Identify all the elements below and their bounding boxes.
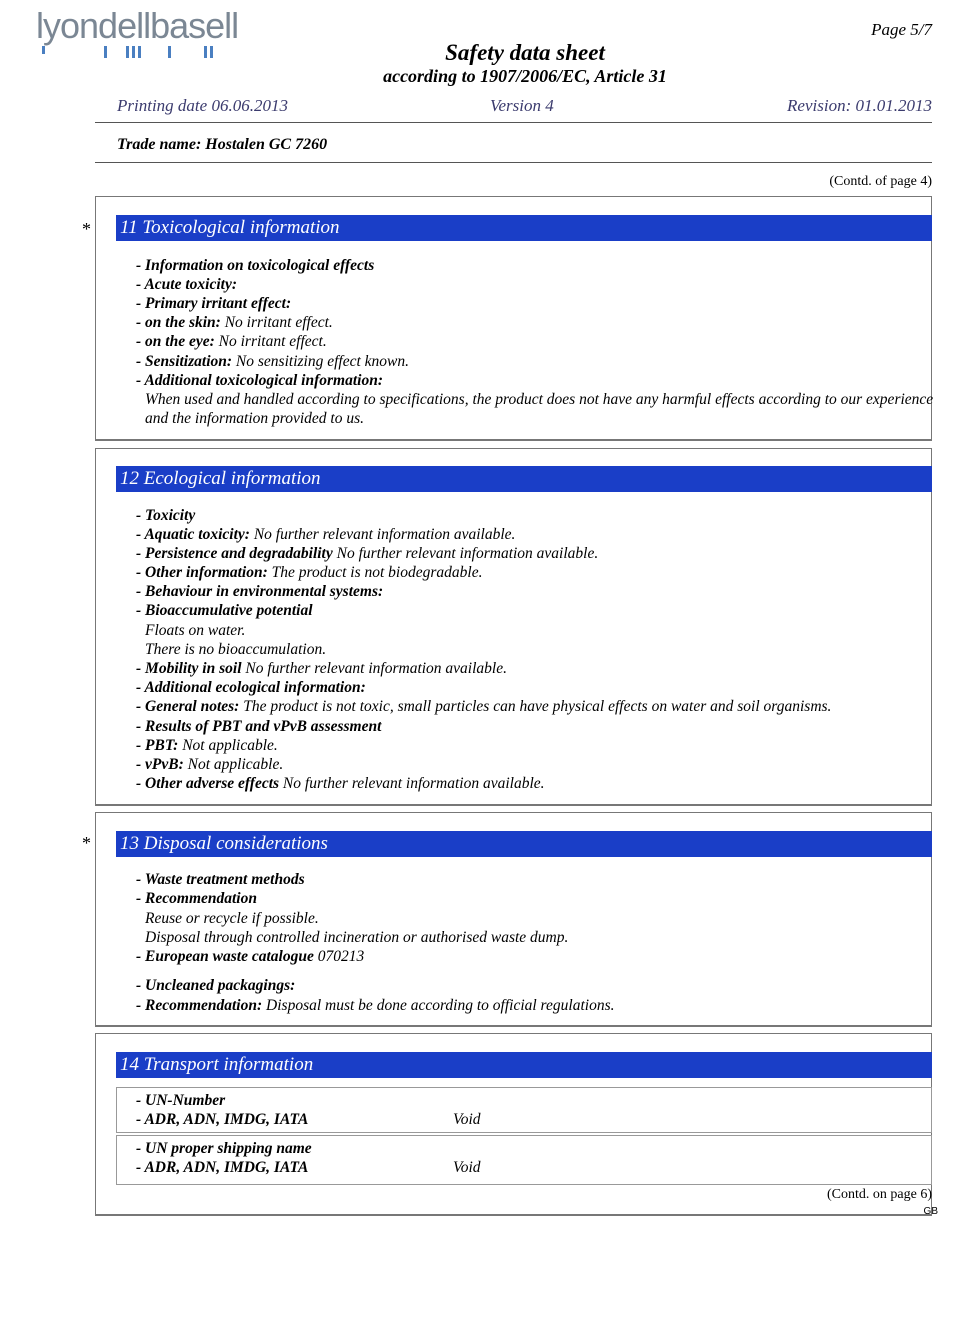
s12-line: - Persistence and degradability No further relevant information available. [136, 545, 599, 562]
section-14-heading: 14 Transport information [116, 1052, 932, 1078]
s12-line: - Additional ecological information: [136, 679, 366, 696]
s12-line: There is no bioaccumulation. [145, 641, 327, 658]
s11-line: - on the eye: No irritant effect. [136, 333, 327, 350]
s11-line: - Sensitization: No sensitizing effect known. [136, 353, 409, 370]
s14-row: - UN proper shipping name [136, 1140, 312, 1157]
document-subtitle: according to 1907/2006/EC, Article 31 [383, 66, 667, 86]
s12-line: Floats on water. [145, 622, 246, 639]
s13-line: - Recommendation: Disposal must be done according to official regulations. [136, 997, 615, 1014]
s11-line: - on the skin: No irritant effect. [136, 314, 333, 331]
s13-line: - Uncleaned packagings: [136, 977, 296, 994]
s12-line: - PBT: Not applicable. [136, 737, 278, 754]
s13-line: Disposal through controlled incineration or authorised waste dump. [145, 929, 569, 946]
s12-line: - Mobility in soil No further relevant information available. [136, 660, 507, 677]
continued-to: (Contd. on page 6) [827, 1187, 932, 1202]
s11-line: - Additional toxicological information: [136, 372, 384, 389]
page-number: Page 5/7 [871, 20, 932, 39]
s14-row: - ADR, ADN, IMDG, IATA [136, 1111, 309, 1128]
s14-value: Void [453, 1159, 481, 1176]
s12-line: - Results of PBT and vPvB assessment [136, 718, 382, 735]
printing-date: Printing date 06.06.2013 [117, 96, 288, 115]
revision-marker: * [82, 219, 91, 239]
s12-line: - General notes: The product is not toxic, small particles can have physical effects on water and soil organisms. [136, 698, 832, 715]
s12-line: - Other adverse effects No further relevant information available. [136, 775, 545, 792]
s12-line: - Other information: The product is not biodegradable. [136, 564, 483, 581]
continued-from: (Contd. of page 4) [829, 174, 932, 189]
s13-line: - European waste catalogue 070213 [136, 948, 365, 965]
s12-line: - vPvB: Not applicable. [136, 756, 284, 773]
s13-line: - Recommendation [136, 890, 257, 907]
s13-line: Reuse or recycle if possible. [145, 910, 319, 927]
s14-value: Void [453, 1111, 481, 1128]
s11-paragraph: When used and handled according to specifications, the product does not have any harmful effects according to our experience and the information provided to us. [145, 391, 934, 427]
section-12-heading: 12 Ecological information [116, 466, 932, 492]
trade-divider [95, 162, 932, 163]
s12-line: - Toxicity [136, 507, 196, 524]
s14-row: - UN-Number [136, 1092, 226, 1109]
s11-line: - Acute toxicity: [136, 276, 238, 293]
s11-line: - Information on toxicological effects [136, 257, 375, 274]
logo-wordmark: lyondellbasell [36, 5, 239, 46]
s11-line: - Primary irritant effect: [136, 295, 292, 312]
s12-line: - Behaviour in environmental systems: [136, 583, 384, 600]
version: Version 4 [490, 96, 554, 115]
document-title: Safety data sheet [445, 40, 605, 65]
s12-line: - Aquatic toxicity: No further relevant information available. [136, 526, 516, 543]
country-code: GB [923, 1206, 938, 1217]
section-13-heading: 13 Disposal considerations [116, 831, 932, 857]
s14-row: - ADR, ADN, IMDG, IATA [136, 1159, 309, 1176]
s13-line: - Waste treatment methods [136, 871, 305, 888]
section-11-heading: 11 Toxicological information [116, 215, 932, 241]
trade-name: Trade name: Hostalen GC 7260 [117, 136, 328, 153]
s12-line: - Bioaccumulative potential [136, 602, 313, 619]
revision-marker: * [82, 833, 91, 853]
header-divider [95, 122, 932, 123]
revision-date: Revision: 01.01.2013 [787, 96, 932, 115]
